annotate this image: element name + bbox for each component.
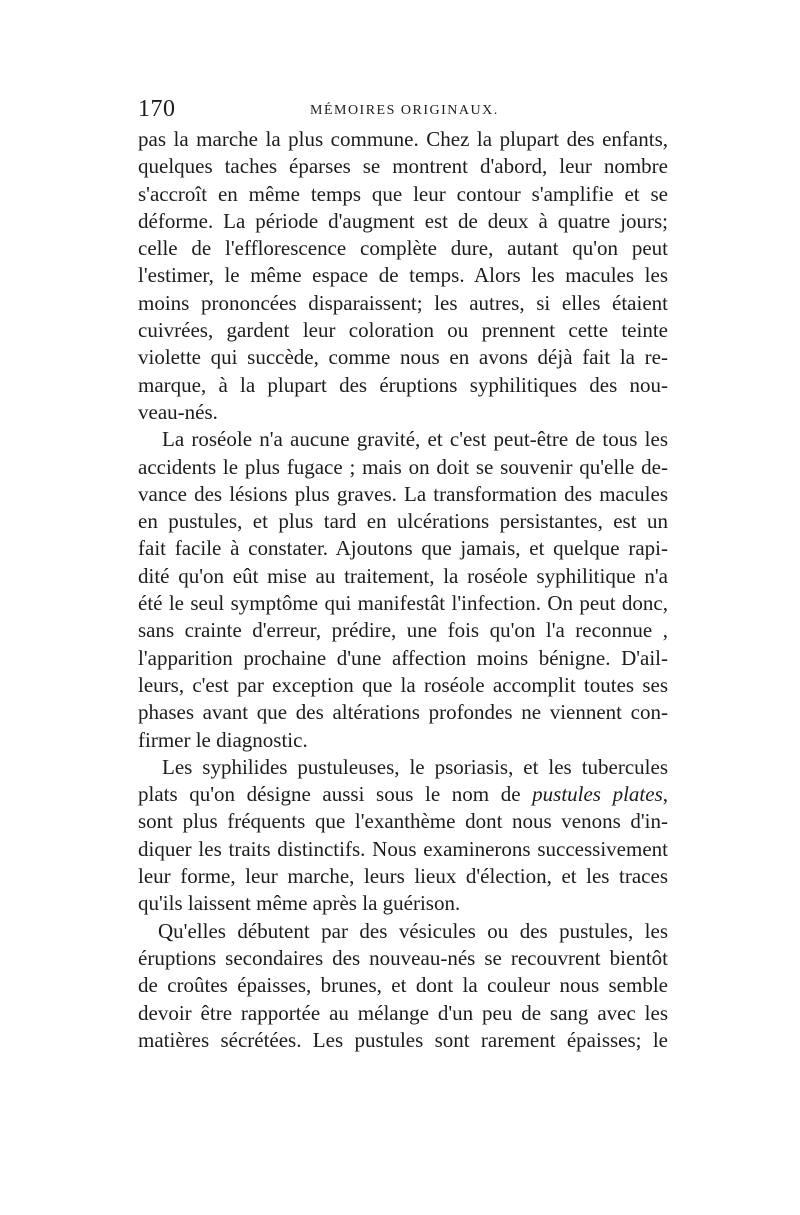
text-line [138,781,668,808]
text-line: s'accroît en même temps que leur contour s'amplifie et se [138,181,668,206]
paragraph-4 [138,918,668,1054]
text-line: devoir être rapportée au mélange d'un peu de sang avec les [138,1000,668,1025]
running-head: MÉMOIRES ORIGINAUX. [310,103,499,118]
text-line: leur forme, leur marche, leurs lieux d'élection, et les traces [138,864,668,889]
text-line: qu'ils laissent même après la guérison. [138,891,461,916]
text-line: pas la marche la plus commune. Chez la plupart des enfants, [138,127,668,151]
text-line: Qu'elles débutent par des vésicules ou des pustules, les [158,918,668,943]
text-line: éruptions secondaires des nouveau-nés se recouvrent bientôt [138,945,668,970]
text-segment: plats qu'on désigne aussi sous le nom de [138,782,533,807]
text-line: veau-nés. [138,399,218,424]
text-line: violette qui succède, comme nous en avons déjà fait la re- [138,345,668,370]
text-line: La roséole n'a aucune gravité, et c'est peut-être de tous les [162,427,668,452]
text-line: été le seul symptôme qui manifestât l'infection. On peut donc, [138,591,668,616]
text-line: sont plus fréquents que l'exanthème dont nous venons d'in- [138,809,668,834]
text-line: l'estimer, le même espace de temps. Alors les macules les [138,263,668,288]
text-line: quelques taches éparses se montrent d'abord, leur nombre [138,154,668,179]
paragraph-1 [138,126,668,426]
text-line: diquer les traits distinctifs. Nous examinerons successivement [138,836,668,861]
text-line: firmer le diagnostic. [138,727,308,752]
paragraph-2 [138,426,668,754]
italic-term: pustules plates [532,782,663,807]
text-line: cuivrées, gardent leur coloration ou prennent cette teinte [138,318,668,343]
text-line: déforme. La période d'augment est de deux à quatre jours; [138,208,668,233]
text-line: leurs, c'est par exception que la roséole accomplit toutes ses [138,672,668,697]
page-number: 170 [138,96,176,122]
text-line: fait facile à constater. Ajoutons que jamais, et quelque rapi- [138,536,668,561]
text-line: Les syphilides pustuleuses, le psoriasis, et les tubercules [162,754,668,779]
text-line: moins prononcées disparaissent; les autres, si elles étaient [138,290,668,315]
text-line: phases avant que des altérations profondes ne viennent con- [138,700,668,725]
page-header [138,96,668,126]
text-line: celle de l'efflorescence complète dure, autant qu'on peut [138,236,668,261]
paragraph-3 [138,754,668,918]
text-line: l'apparition prochaine d'une affection moins bénigne. D'ail- [138,645,668,670]
text-line: marque, à la plupart des éruptions syphilitiques des nou- [138,372,668,397]
text-line: en pustules, et plus tard en ulcérations persistantes, est un [138,509,668,534]
text-segment: , [662,782,668,807]
text-line: sans crainte d'erreur, prédire, une fois qu'on l'a reconnue , [138,618,668,643]
text-line: vance des lésions plus graves. La transformation des macules [138,481,668,506]
text-line: de croûtes épaisses, brunes, et dont la couleur nous semble [138,973,668,998]
text-line: accidents le plus fugace ; mais on doit se souvenir qu'elle de- [138,454,668,479]
text-line: matières sécrétées. Les pustules sont rarement épaisses; le [138,1027,668,1052]
book-page [138,96,668,1054]
text-line: dité qu'on eût mise au traitement, la roséole syphilitique n'a [138,563,668,588]
